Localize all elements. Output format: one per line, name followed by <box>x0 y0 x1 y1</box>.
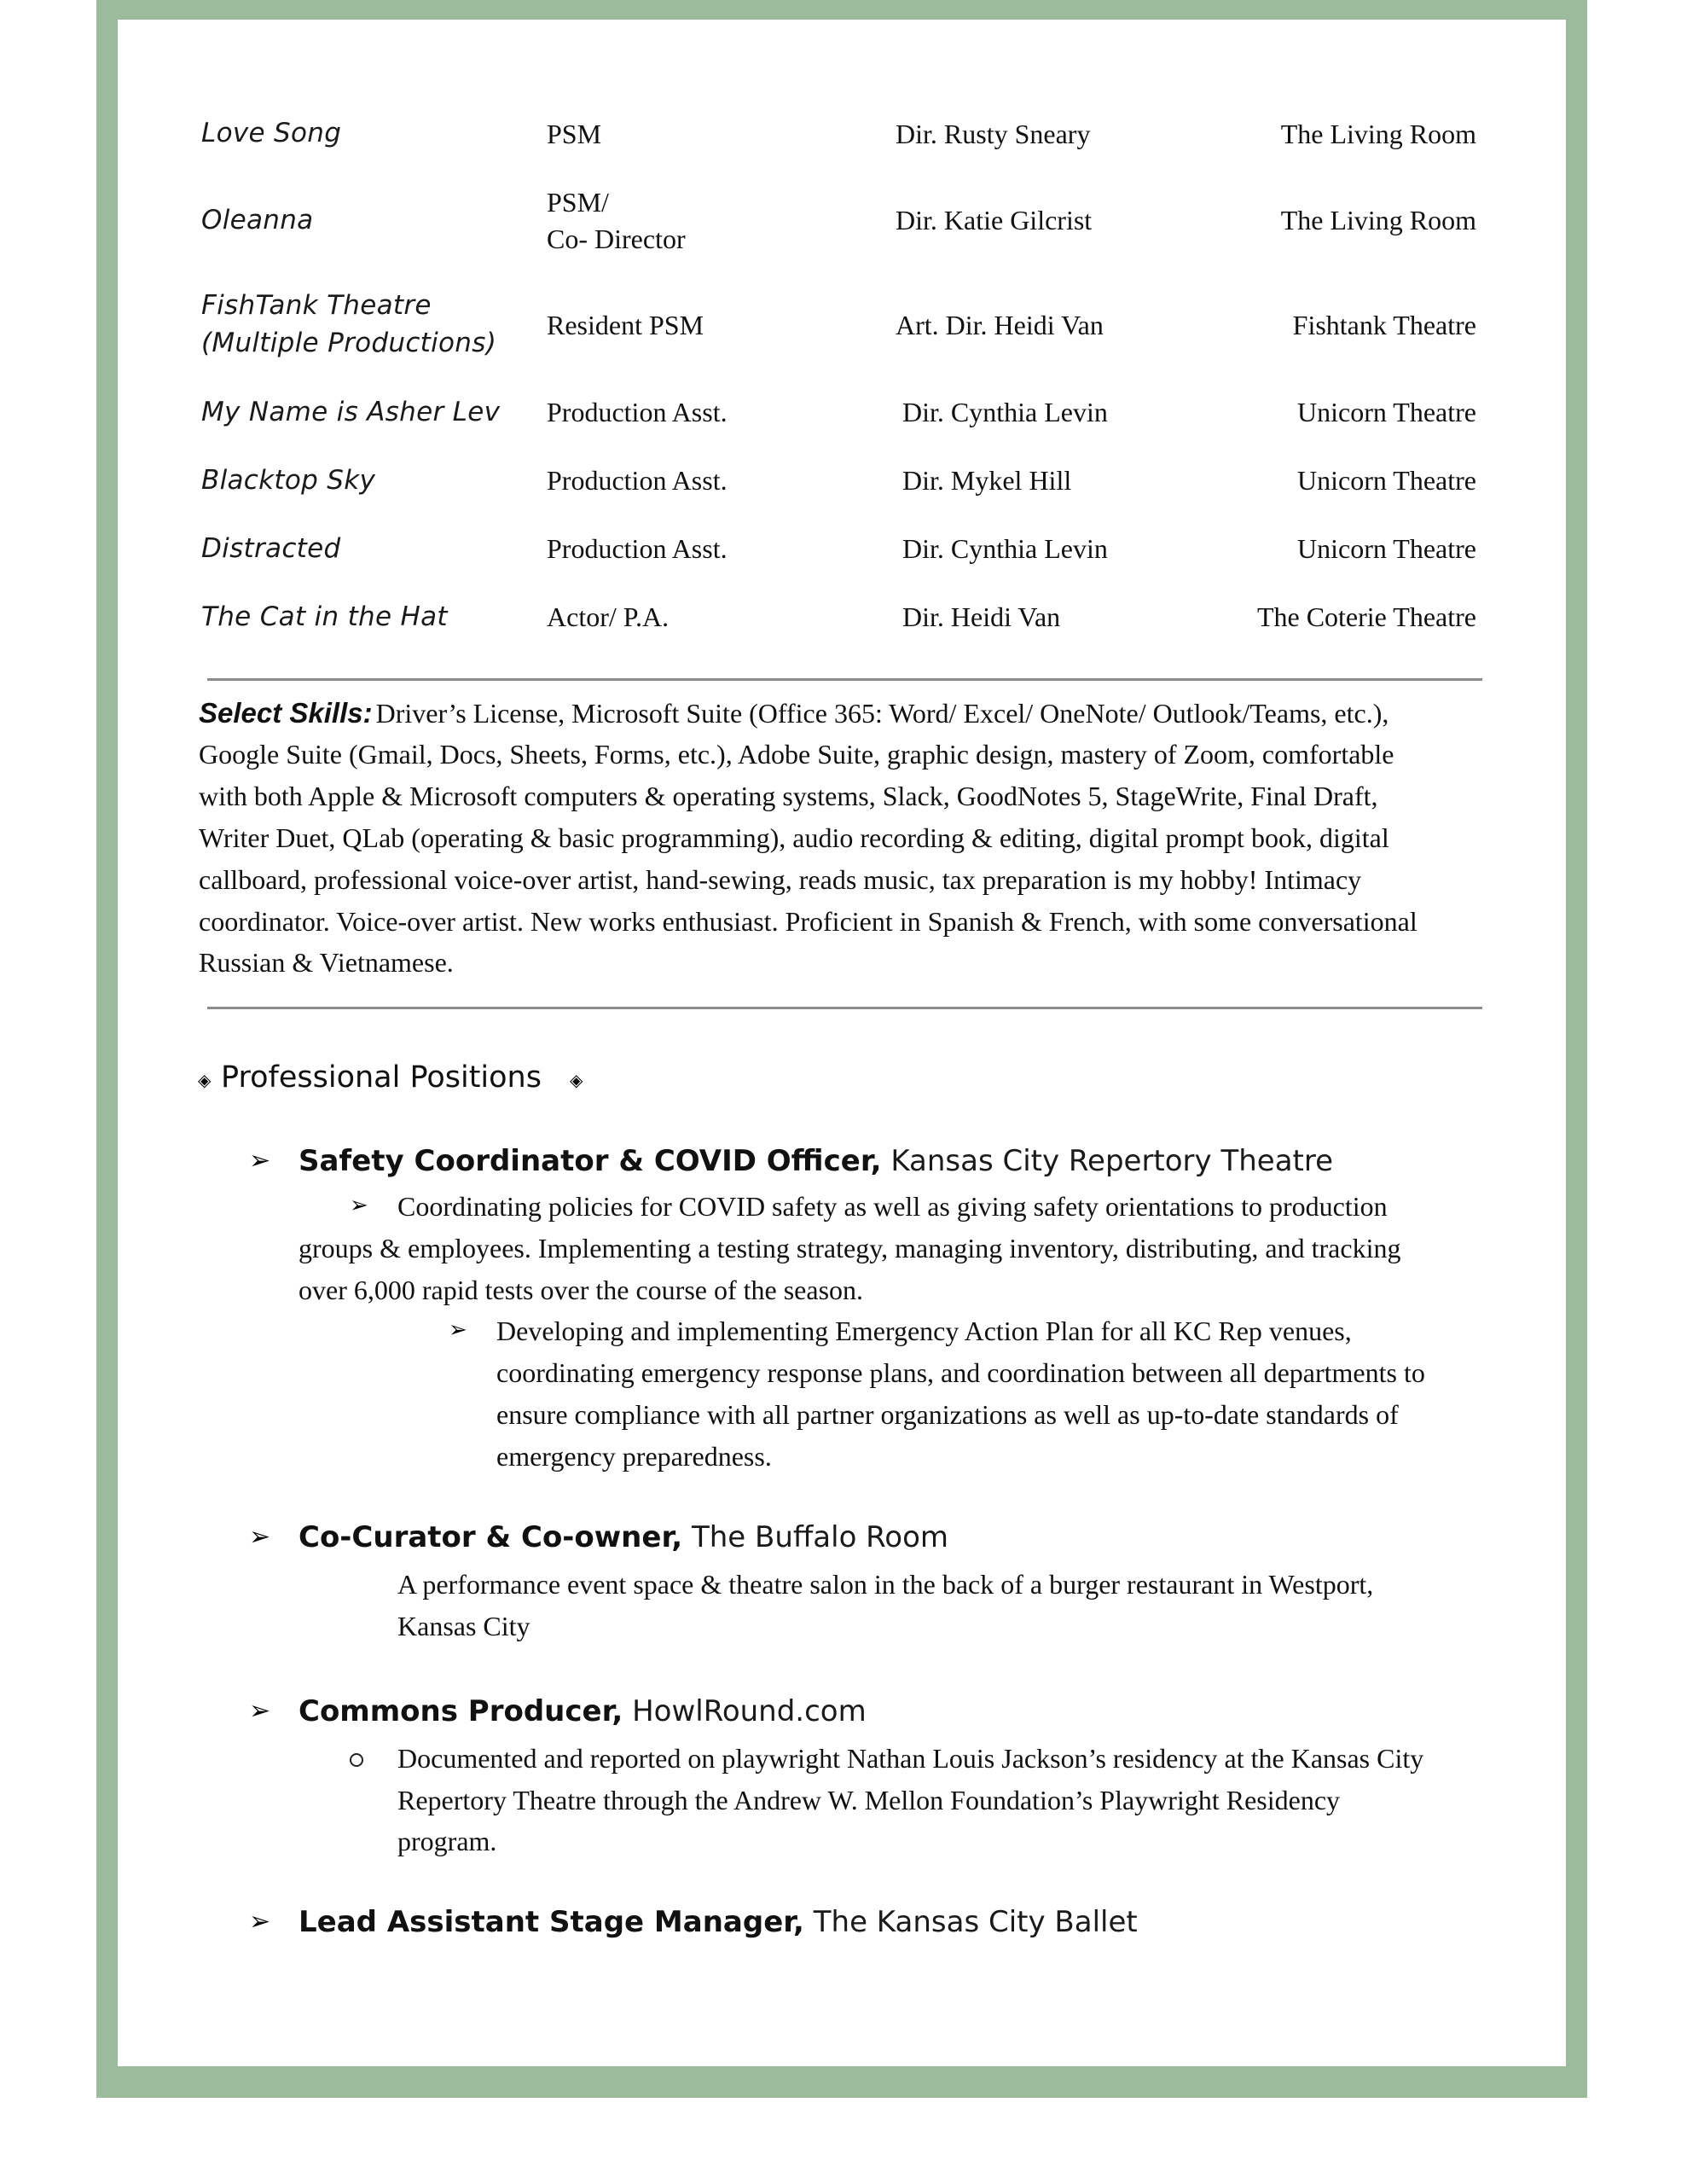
director: Dir. Mykel Hill <box>902 465 1072 496</box>
position-title: Safety Coordinator & COVID Officer, <box>299 1144 882 1178</box>
arrow-bullet-icon: ➢ <box>350 1193 368 1218</box>
venue: The Living Room <box>1280 205 1476 235</box>
skills-text: Driver’s License, Microsoft Suite (Office 365: Word/ Excel/ OneNote/ Outlook/Teams, etc.), <box>375 698 1389 729</box>
production-title: The Cat in the Hat <box>201 601 448 632</box>
bullet-line: emergency preparedness. <box>496 1441 772 1472</box>
production-title: My Name is Asher Lev <box>201 397 501 427</box>
skills-line: with both Apple & Microsoft computers & operating systems, Slack, GoodNotes 5, StageWrite, Final Draft, <box>199 781 1378 811</box>
bullet-line: Developing and implementing Emergency Action Plan for all KC Rep venues, <box>496 1316 1352 1346</box>
section-divider <box>207 678 1482 681</box>
bullet-line: over 6,000 rapid tests over the course of the season. <box>299 1275 864 1305</box>
venue: Fishtank Theatre <box>1292 310 1476 340</box>
bullet-line: Repertory Theatre through the Andrew W. Mellon Foundation’s Playwright Residency <box>397 1785 1341 1815</box>
skills-line: callboard, professional voice-over artist, hand-sewing, reads music, tax preparation is my hobby! Intimacy <box>199 864 1362 895</box>
bullet-line: groups & employees. Implementing a testing strategy, managing inventory, distributing, and tracking <box>299 1233 1401 1263</box>
position-heading <box>299 1144 1333 1178</box>
venue: Unicorn Theatre <box>1297 465 1476 496</box>
skills-line: Writer Duet, QLab (operating & basic programming), audio recording & editing, digital prompt book, digital <box>199 822 1389 853</box>
venue: Unicorn Theatre <box>1297 397 1476 427</box>
position-org: The Kansas City Ballet <box>813 1905 1138 1939</box>
section-divider <box>207 1007 1482 1009</box>
role: PSM/ <box>547 187 609 218</box>
skills-line: coordinator. Voice-over artist. New works enthusiast. Proficient in Spanish & French, with some conversational <box>199 906 1417 937</box>
role: Actor/ P.A. <box>547 601 670 632</box>
position-heading <box>299 1520 948 1554</box>
production-title: FishTank Theatre <box>201 290 432 321</box>
venue: Unicorn Theatre <box>1297 533 1476 564</box>
production-title: Love Song <box>201 118 342 148</box>
director: Dir. Heidi Van <box>902 601 1061 632</box>
director: Dir. Cynthia Levin <box>902 533 1108 564</box>
bullet-line: ensure compliance with all partner organizations as well as up-to-date standards of <box>496 1399 1399 1430</box>
arrow-bullet-icon: ➢ <box>249 1522 271 1552</box>
circle-bullet-icon <box>350 1753 363 1767</box>
bullet-line: program. <box>397 1826 497 1856</box>
skills-label: Select Skills: <box>199 697 373 729</box>
position-title: Co-Curator & Co-owner, <box>299 1520 683 1554</box>
description-line: A performance event space & theatre salon in the back of a burger restaurant in Westport, <box>397 1569 1374 1600</box>
venue: The Coterie Theatre <box>1256 601 1476 632</box>
venue: The Living Room <box>1280 119 1476 149</box>
skills-line: Google Suite (Gmail, Docs, Sheets, Forms, etc.), Adobe Suite, graphic design, mastery of Zoom, comfortable <box>199 739 1394 770</box>
role-line-2: Co- Director <box>547 224 686 254</box>
diamond-icon: ◈ <box>570 1070 583 1090</box>
bullet-line: Documented and reported on playwright Nathan Louis Jackson’s residency at the Kansas City <box>397 1743 1424 1774</box>
director: Dir. Cynthia Levin <box>902 397 1108 427</box>
role: Production Asst. <box>547 397 728 427</box>
skills-line <box>199 697 1388 729</box>
director: Art. Dir. Heidi Van <box>896 310 1104 340</box>
position-org: HowlRound.com <box>632 1694 867 1728</box>
role: Resident PSM <box>547 310 704 340</box>
position-org: The Buffalo Room <box>691 1520 949 1554</box>
bullet-line: coordinating emergency response plans, and coordination between all departments to <box>496 1357 1425 1388</box>
production-title: Blacktop Sky <box>201 465 376 496</box>
production-title: Oleanna <box>201 205 314 235</box>
arrow-bullet-icon: ➢ <box>249 1907 271 1937</box>
skills-line: Russian & Vietnamese. <box>199 947 454 978</box>
arrow-bullet-icon: ➢ <box>449 1317 467 1343</box>
role: Production Asst. <box>547 533 728 564</box>
arrow-bullet-icon: ➢ <box>249 1146 271 1176</box>
position-title: Lead Assistant Stage Manager, <box>299 1905 804 1939</box>
section-title: Professional Positions <box>221 1060 542 1095</box>
description-line: Kansas City <box>397 1611 530 1641</box>
bullet-line: Coordinating policies for COVID safety as well as giving safety orientations to production <box>397 1191 1388 1222</box>
position-org: Kansas City Repertory Theatre <box>890 1144 1334 1178</box>
director: Dir. Katie Gilcrist <box>896 205 1093 235</box>
role: Production Asst. <box>547 465 728 496</box>
position-heading <box>299 1694 867 1728</box>
position-title: Commons Producer, <box>299 1694 623 1728</box>
director: Dir. Rusty Sneary <box>896 119 1091 149</box>
role: PSM <box>547 119 602 149</box>
diamond-icon: ◈ <box>198 1070 212 1090</box>
production-title-line-2: (Multiple Productions) <box>201 328 497 358</box>
position-heading <box>299 1905 1138 1939</box>
arrow-bullet-icon: ➢ <box>249 1696 271 1726</box>
production-title: Distracted <box>201 533 341 564</box>
